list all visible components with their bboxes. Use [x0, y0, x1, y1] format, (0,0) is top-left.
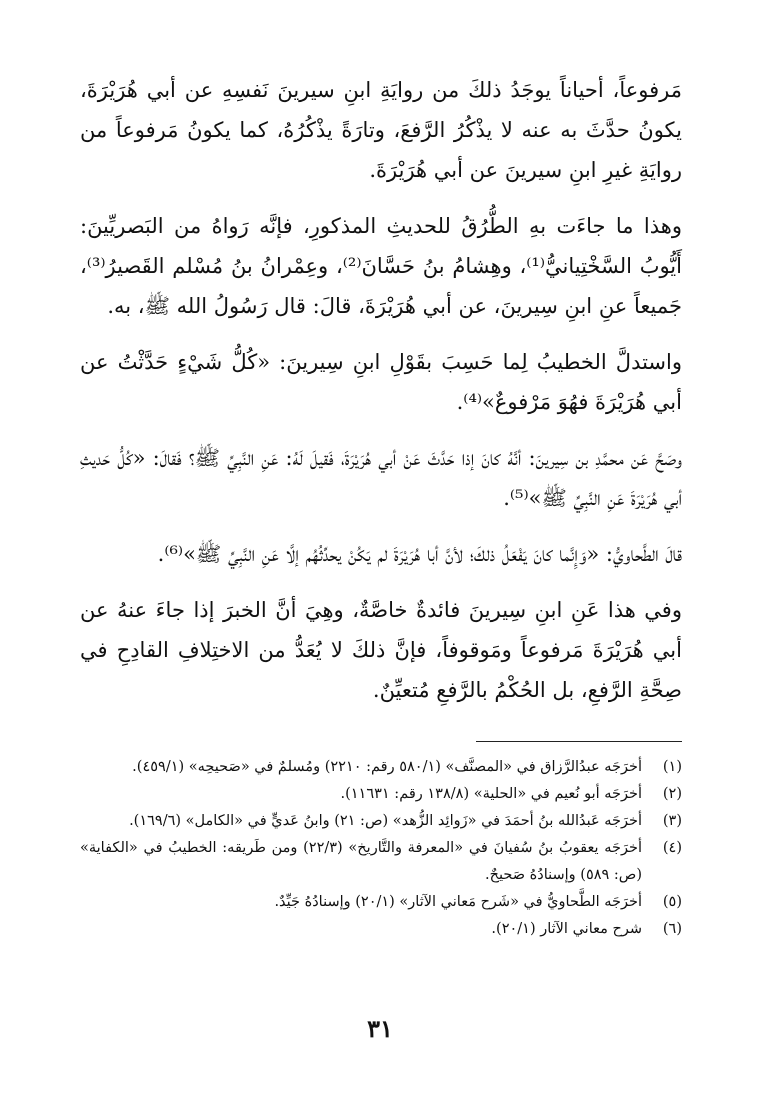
footnote-number: (٣) — [662, 813, 682, 829]
footnote-number: (٥) — [662, 894, 682, 910]
footnote-text: شرح معاني الآثار (٢٠/١). — [491, 921, 642, 937]
footnote-2 — [80, 781, 682, 808]
page-number: ٣١ — [367, 1014, 393, 1043]
footnote-text: أخرَجَه يعقوبُ بنُ سُفيانَ في «المعرفة والتَّاريخ» (٢٢/٣) ومن طَريقه: الخطيبُ في «الكفاية» (ص: ٥٨٩) وإسنادُهُ صَحيحٌ. — [80, 840, 642, 883]
paragraph-1: مَرفوعاً، أحياناً يوجَدُ ذلكَ من روايَةِ ابنِ سيرينَ نَفسِهِ عن أبي هُرَيْرَةَ، يكونُ حدَّثَ به عنه لا يذْكُرُ الرَّفعَ، وتارَةً يذْكُرُهُ، كما يكونُ مَرفوعاً من روايَةِ غيرِ ابنِ سيرينَ عن أبي هُرَيْرَةَ. — [80, 78, 682, 182]
footnote-6 — [80, 916, 682, 943]
main-text — [80, 70, 682, 710]
footnote-text: أخرَجَه عَبدُالله بنُ أحمَدَ في «زَوائِد الزُّهد» (ص: ٢١) وابنُ عَديٍّ في «الكامل» (١٦٩/٦). — [129, 813, 642, 829]
footnote-text: أخرَجَه الطَّحاويُّ في «شَرح مَعاني الآثار» (٢٠/١) وإسنادُهُ جَيِّدٌ. — [274, 894, 642, 910]
footnote-number: (١) — [662, 759, 682, 775]
footnote-1 — [80, 754, 682, 781]
footnote-number: (٤) — [662, 840, 682, 856]
footnote-4 — [80, 835, 682, 889]
paragraph-2: وهذا ما جاءَت بهِ الطُّرُقُ للحديثِ المذكورِ، فإنَّه رَواهُ من البَصريِّينَ: أَيُّوبُ السَّخْتِيانيُّ⁽¹⁾، وهِشامُ بنُ حَسَّانَ⁽²⁾، وعِمْرانُ بنُ مُسْلم القَصيرُ⁽³⁾، جَميعاً عنِ ابنِ سِيرينَ، عن أبي هُرَيْرَةَ، قالَ: قال رَسُولُ الله ﷺ، به. — [80, 214, 682, 318]
footnote-number: (٢) — [662, 786, 682, 802]
paragraph-3: واستدلَّ الخطيبُ لِما حَسِبَ بقَوْلِ ابنِ سِيرينَ: «كُلُّ شَيْءٍ حَدَّثْتُ عن أبي هُرَيْرَةَ فهُوَ مَرْفوعٌ»⁽⁴⁾. — [80, 350, 682, 414]
paragraph-6: وفي هذا عَنِ ابنِ سِيرينَ فائدةٌ خاصَّةٌ، وهِيَ أنَّ الخبرَ إذا جاءَ عنهُ عن أبي هُرَيْرَةَ مَرفوعاً ومَوقوفاً، فإنَّ ذلكَ لا يُعَدُّ من الاختِلافِ القادِحِ في صِحَّةِ الرَّفعِ، بل الحُكْمُ بالرَّفعِ مُتعيِّنٌ. — [80, 598, 682, 702]
footnote-5 — [80, 889, 682, 916]
footnote-number: (٦) — [662, 921, 682, 937]
footnote-separator — [476, 741, 682, 742]
paragraph-4: وصَحَّ عَن محمَّدِ بن سِيرينَ: أنَّهُ كانَ إذا حَدَّثَ عَنْ أبي هُرَيْرَةَ، فَقيلَ لَهُ: عَنِ النَّبِيِّ ﷺ؟ فَقالَ: «كُلُّ حَديثِ أبي هُرَيْرَةَ عَنِ النَّبِيِّ ﷺ»⁽⁵⁾. — [80, 446, 682, 510]
footnotes — [80, 754, 682, 943]
footnote-text: أخرَجَه عبدُالرَّزاق في «المصنَّف» (٥٨٠/١ رقم: ٢٢١٠) ومُسلمٌ في «صَحيحِه» (٤٥٩/١). — [132, 759, 642, 775]
footnote-text: أخرَجَه أبو نُعيم في «الحلية» (١٣٨/٨ رقم: ١١٦٣١). — [340, 786, 642, 802]
paragraph-5: قالَ الطَّحاويُّ: «وَإِنَّما كانَ يَفْعَلُ ذلكَ؛ لأنَّ أبا هُرَيْرَةَ لم يَكُنْ يحدِّثُهُم إلَّا عَنِ النَّبِيِّ ﷺ»⁽⁶⁾. — [157, 542, 682, 566]
footnote-3 — [80, 808, 682, 835]
